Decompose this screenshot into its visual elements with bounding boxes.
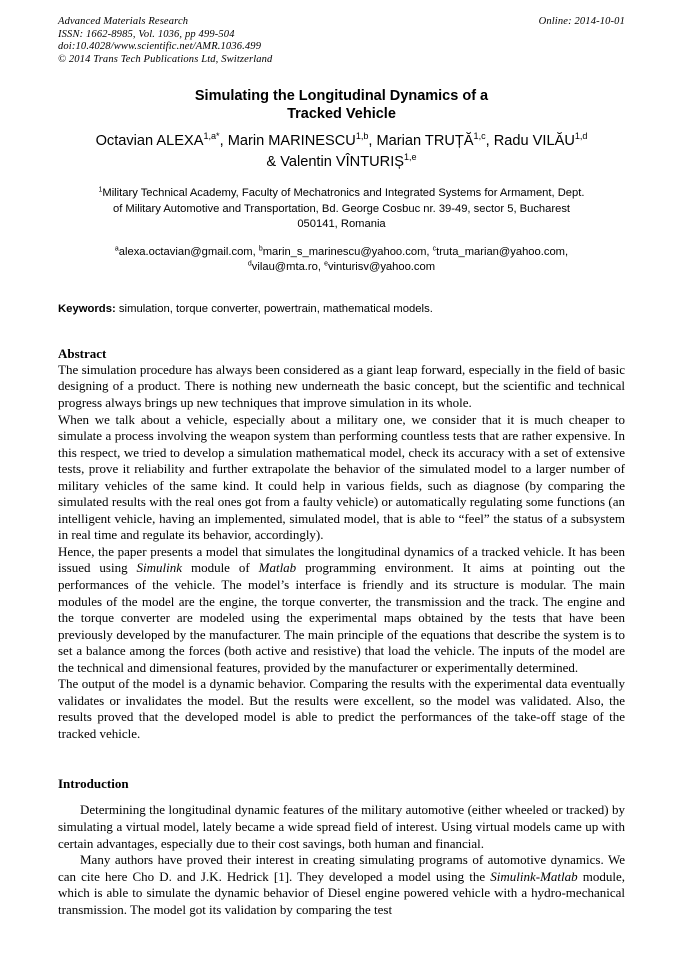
- email-marker: a: [114, 245, 119, 253]
- author-affiliation-marker: 1,e: [404, 152, 417, 163]
- email-line-1: [58, 245, 625, 261]
- author-name: Valentin VÎNTURIȘ: [280, 154, 405, 171]
- software-name-simulink: Simulink: [136, 560, 183, 576]
- page-content: [58, 16, 625, 918]
- author-name: Marin MARINESCU: [227, 133, 356, 150]
- email-marker: c: [432, 245, 437, 253]
- author-line-2: [58, 152, 625, 173]
- author-separator: ,: [368, 133, 377, 150]
- affiliation-marker: 1: [98, 186, 103, 194]
- author-name: Radu VILĂU: [493, 133, 575, 150]
- email-separator: ,: [252, 245, 259, 258]
- email-address[interactable]: marin_s_marinescu@yahoo.com: [262, 245, 427, 258]
- abstract-heading: Abstract: [58, 345, 107, 361]
- online-publication-date: Online: 2014-10-01: [538, 16, 625, 27]
- email-separator: ,: [317, 261, 325, 274]
- journal-doi: doi:10.4028/www.scientific.net/AMR.1036.499: [58, 41, 262, 53]
- author-separator: ,: [485, 133, 494, 150]
- abstract-paragraph-1: The simulation procedure has always been considered as a giant leap forward, especially in the field of basic designing of a product. There is nothing new underneath the basic concept, but the scientific and technical progress always brings up new techniques that improve simulation in its whole.: [58, 361, 625, 410]
- keywords: [58, 302, 625, 317]
- email-address[interactable]: alexa.octavian@gmail.com: [118, 245, 253, 258]
- author-emails: [58, 245, 625, 276]
- affiliation-text: Military Technical Academy, Faculty of Mechatronics and Integrated Systems for Armament, Dept.: [102, 187, 585, 200]
- affiliation-line-2: of Military Automotive and Transportation, Bd. George Cosbuc nr. 39-49, sector 5, Bucharest: [112, 202, 571, 215]
- author-affiliation-marker: 1,b: [355, 131, 369, 142]
- abstract-paragraph-3: [58, 544, 625, 676]
- journal-issn-volume: ISSN: 1662-8985, Vol. 1036, pp 499-504: [58, 28, 235, 40]
- affiliation: [58, 186, 625, 233]
- email-address[interactable]: truta_marian@yahoo.com: [436, 245, 565, 258]
- email-marker: b: [258, 245, 263, 253]
- software-name-matlab: Matlab: [258, 560, 297, 576]
- author-conjunction: &: [266, 154, 281, 171]
- title-line-1: Simulating the Longitudinal Dynamics of a: [194, 88, 489, 105]
- page-title: [58, 87, 625, 123]
- affiliation-line-3: 050141, Romania: [297, 218, 386, 231]
- intro-p2-text-b: module, which is able to simulate the dynamic behavior of Diesel engine powered vehicle with a hydro-mechanical transmission. The model got its validation by comparing the test: [58, 868, 625, 917]
- email-marker: e: [324, 260, 328, 268]
- introduction-paragraph-1: Determining the longitudinal dynamic features of the military automotive (either wheeled or tracked) by simulating a virtual model, lately became a wide spread field of interest. Using virtual models came up with certain advantages, especially due to their cost savings, both human and financial.: [58, 802, 625, 851]
- abstract-paragraph-2: When we talk about a vehicle, especially about a military one, we consider that it is much cheaper to simulate a process involving the weapon system than performing countless tests that are rather expensive. In this respect, we tried to develop a simulation mathematical model, check its accuracy with a set of extensive tests, prove it reliability and further extrapolate the behavior of the simulated model to a larger number of military vehicles of the same kind. It could help in various fields, such as diagnose (by comparing the simulated results with the real ones got from a faulty vehicle) or automatically regulating some functions (an intelligent vehicle, having an implemented, simulated model, that is able to “feel” the status of a subsystem in real time and regulate its behavior, accordingly).: [58, 411, 625, 543]
- author-affiliation-marker: 1,c: [473, 131, 486, 142]
- title-line-2: Tracked Vehicle: [287, 106, 396, 123]
- introduction-paragraph-2: [58, 852, 625, 918]
- abstract-p3-text-a: Hence, the paper presents a model that simulates the longitudinal dynamics of a tracked vehicle. It has been issued using: [58, 543, 625, 576]
- abstract-p3-text-c: programming environment. It aims at pointing out the performances of the vehicle. The model’s interface is friendly and its structure is modular. The main modules of the model are the engine, the torque converter, the transmission and the track. The engine and the torque converter are modeled using the experimental maps obtained by the tests that have been previously developed by the manufacturer. The main principle of the equations that describe the system is to set a balance among the forces (both active and resistive) that load the vehicle. The inputs of the model are the technical and dimensional features, provided by the manufacturer or experimentally determined.: [58, 560, 625, 675]
- author-list: [58, 131, 625, 173]
- author-affiliation-marker: 1,d: [574, 131, 588, 142]
- author-name: Octavian ALEXA: [95, 133, 204, 150]
- keywords-value: simulation, torque converter, powertrain, mathematical models.: [115, 302, 433, 315]
- journal-header: [58, 16, 625, 66]
- keywords-label: Keywords:: [58, 302, 116, 315]
- abstract-p3-text-b: module of: [182, 560, 259, 576]
- email-line-2: [58, 260, 625, 276]
- author-line-1: [58, 131, 625, 152]
- journal-copyright: © 2014 Trans Tech Publications Ltd, Switzerland: [58, 53, 273, 65]
- affiliation-line-1: [66, 186, 617, 202]
- email-marker: d: [247, 260, 252, 268]
- software-name-simulink-matlab: Simulink-Matlab: [490, 868, 578, 884]
- author-name: Marian TRUȚĂ: [376, 133, 474, 150]
- email-separator: ,: [426, 245, 433, 258]
- journal-name: Advanced Materials Research: [58, 16, 189, 27]
- email-separator: ,: [564, 245, 569, 258]
- introduction-heading: Introduction: [58, 776, 129, 792]
- author-affiliation-marker: 1,a*: [203, 131, 220, 142]
- email-address[interactable]: vilau@mta.ro: [251, 261, 318, 274]
- intro-p2-text-a: Many authors have proved their interest in creating simulating programs of automotive dynamics. We can cite here Cho D. and J.K. Hedrick [1]. They developed a model using the: [58, 852, 625, 884]
- abstract-paragraph-4: The output of the model is a dynamic behavior. Comparing the results with the experimental data eventually validates or invalidates the model. But the results were excellent, so the model was validated. Also, the results proved that the developed model is able to predict the performances of the take-off stage of the tracked vehicle.: [58, 676, 625, 741]
- email-address[interactable]: vinturisv@yahoo.com: [327, 261, 436, 274]
- author-separator: ,: [219, 133, 228, 150]
